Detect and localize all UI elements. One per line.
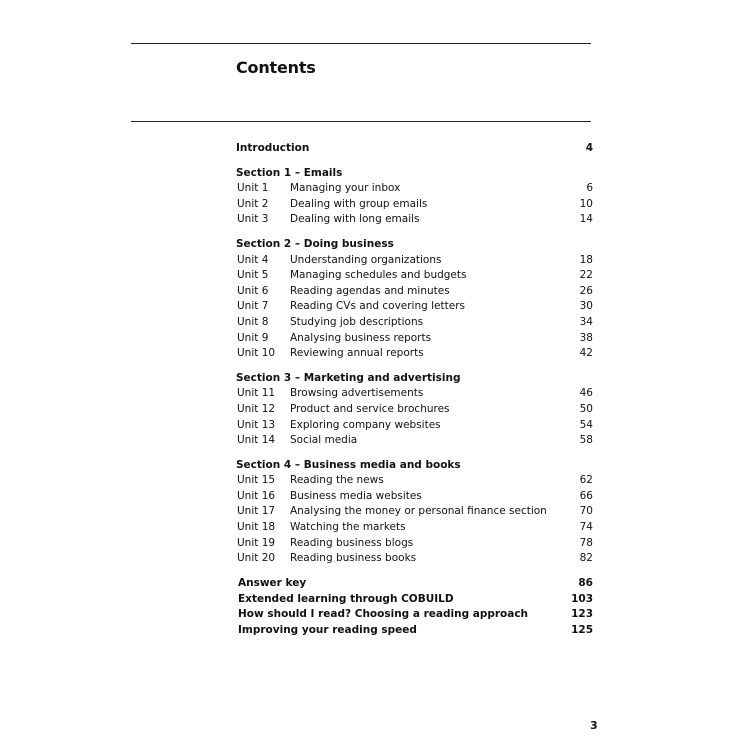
toc-unit-row[interactable] xyxy=(236,253,596,269)
toc-unit-row[interactable] xyxy=(236,346,596,362)
toc-page-number: 125 xyxy=(571,624,593,637)
toc-unit-row[interactable] xyxy=(236,402,596,418)
page-number: 3 xyxy=(590,719,598,732)
toc-unit-row[interactable] xyxy=(236,212,596,228)
toc-back-matter-row[interactable] xyxy=(236,623,596,639)
unit-title: Business media websites xyxy=(290,489,422,502)
toc-unit-row[interactable] xyxy=(236,504,596,520)
unit-label: Unit 12 xyxy=(237,402,276,415)
toc-page-number: 62 xyxy=(579,474,593,487)
toc-unit-row[interactable] xyxy=(236,315,596,331)
toc-unit-row[interactable] xyxy=(236,418,596,434)
toc-page-number: 46 xyxy=(579,387,593,400)
section-heading: Section 4 – Business media and books xyxy=(236,458,461,471)
unit-label: Unit 16 xyxy=(237,489,276,502)
unit-label: Unit 18 xyxy=(237,521,276,534)
unit-title: Analysing business reports xyxy=(290,331,432,344)
toc-page-number: 54 xyxy=(579,418,593,431)
unit-label: Unit 15 xyxy=(237,474,276,487)
unit-title: Managing your inbox xyxy=(290,182,401,195)
toc-unit-row[interactable] xyxy=(236,489,596,505)
unit-title: Reading business books xyxy=(290,552,417,565)
top-rule xyxy=(131,43,591,44)
unit-label: Unit 1 xyxy=(237,182,269,195)
toc-page-number: 42 xyxy=(579,347,593,360)
page-title: Contents xyxy=(236,58,316,77)
unit-title: Managing schedules and budgets xyxy=(290,269,467,282)
unit-label: Unit 10 xyxy=(237,347,276,360)
toc-page-number: 123 xyxy=(571,608,593,621)
unit-label: Unit 19 xyxy=(237,536,276,549)
toc-page-number: 30 xyxy=(579,300,593,313)
unit-label: Unit 17 xyxy=(237,505,276,518)
toc-page-number: 6 xyxy=(586,182,593,195)
toc-unit-row[interactable] xyxy=(236,386,596,402)
toc-page-number: 14 xyxy=(579,213,593,226)
unit-label: Unit 14 xyxy=(237,434,276,447)
unit-title: Reading business blogs xyxy=(290,536,414,549)
toc-unit-row[interactable] xyxy=(236,551,596,567)
unit-label: Unit 8 xyxy=(237,315,269,328)
toc-page-number: 74 xyxy=(579,521,593,534)
toc-back-matter-row[interactable] xyxy=(236,576,596,592)
toc-unit-row[interactable] xyxy=(236,536,596,552)
unit-title: Reading CVs and covering letters xyxy=(290,300,465,313)
table-of-contents xyxy=(236,141,596,639)
section-heading: Section 3 – Marketing and advertising xyxy=(236,371,461,384)
unit-title: Reading the news xyxy=(290,474,384,487)
toc-unit-row[interactable] xyxy=(236,520,596,536)
toc-page-number: 38 xyxy=(579,331,593,344)
toc-unit-row[interactable] xyxy=(236,268,596,284)
unit-label: Unit 7 xyxy=(237,300,269,313)
toc-page-number: 22 xyxy=(579,269,593,282)
unit-title: Dealing with group emails xyxy=(290,197,428,210)
section-heading: Section 1 – Emails xyxy=(236,166,343,179)
toc-page-number: 82 xyxy=(579,552,593,565)
toc-back-matter-row[interactable] xyxy=(236,592,596,608)
toc-page-number: 4 xyxy=(585,142,593,154)
toc-unit-row[interactable] xyxy=(236,181,596,197)
toc-unit-row[interactable] xyxy=(236,473,596,489)
unit-title: Reading agendas and minutes xyxy=(290,284,450,297)
unit-label: Unit 3 xyxy=(237,213,269,226)
unit-title: Browsing advertisements xyxy=(290,387,424,400)
toc-unit-row[interactable] xyxy=(236,284,596,300)
unit-label: Unit 20 xyxy=(237,552,276,565)
section-heading: Section 2 – Doing business xyxy=(236,237,394,250)
toc-page-number: 26 xyxy=(579,284,593,297)
toc-page-number: 103 xyxy=(571,592,593,605)
unit-label: Unit 2 xyxy=(237,197,269,210)
unit-title: Social media xyxy=(290,434,358,447)
unit-title: Product and service brochures xyxy=(290,402,450,415)
toc-unit-row[interactable] xyxy=(236,299,596,315)
toc-page-number: 18 xyxy=(579,253,593,266)
unit-title: Understanding organizations xyxy=(290,253,442,266)
back-matter-title: Answer key xyxy=(238,576,307,589)
unit-label: Unit 13 xyxy=(237,418,276,431)
unit-title: Analysing the money or personal finance section xyxy=(290,505,547,518)
unit-label: Unit 4 xyxy=(237,253,269,266)
unit-title: Exploring company websites xyxy=(290,418,441,431)
unit-label: Unit 5 xyxy=(237,269,269,282)
toc-page-number: 66 xyxy=(579,489,593,502)
toc-page-number: 78 xyxy=(579,536,593,549)
unit-title: Studying job descriptions xyxy=(290,315,424,328)
toc-page-number: 50 xyxy=(579,402,593,415)
back-matter-title: Extended learning through COBUILD xyxy=(238,592,454,605)
toc-page-number: 86 xyxy=(578,576,593,589)
toc-page-number: 58 xyxy=(579,434,593,447)
toc-introduction[interactable] xyxy=(236,141,596,157)
toc-unit-row[interactable] xyxy=(236,433,596,449)
unit-label: Unit 6 xyxy=(237,284,269,297)
toc-page-number: 34 xyxy=(579,315,593,328)
unit-title: Dealing with long emails xyxy=(290,213,420,226)
unit-title: Reviewing annual reports xyxy=(290,347,424,360)
toc-back-matter-row[interactable] xyxy=(236,607,596,623)
unit-label: Unit 11 xyxy=(237,387,276,400)
toc-unit-row[interactable] xyxy=(236,331,596,347)
back-matter-title: How should I read? Choosing a reading approach xyxy=(238,608,529,621)
toc-page-number: 10 xyxy=(579,197,593,210)
back-matter-title: Improving your reading speed xyxy=(238,624,417,637)
unit-label: Unit 9 xyxy=(237,331,269,344)
unit-title: Watching the markets xyxy=(290,521,406,534)
toc-page-number: 70 xyxy=(579,505,593,518)
toc-entry-title: Introduction xyxy=(236,142,310,154)
title-rule xyxy=(131,121,591,122)
toc-unit-row[interactable] xyxy=(236,197,596,213)
